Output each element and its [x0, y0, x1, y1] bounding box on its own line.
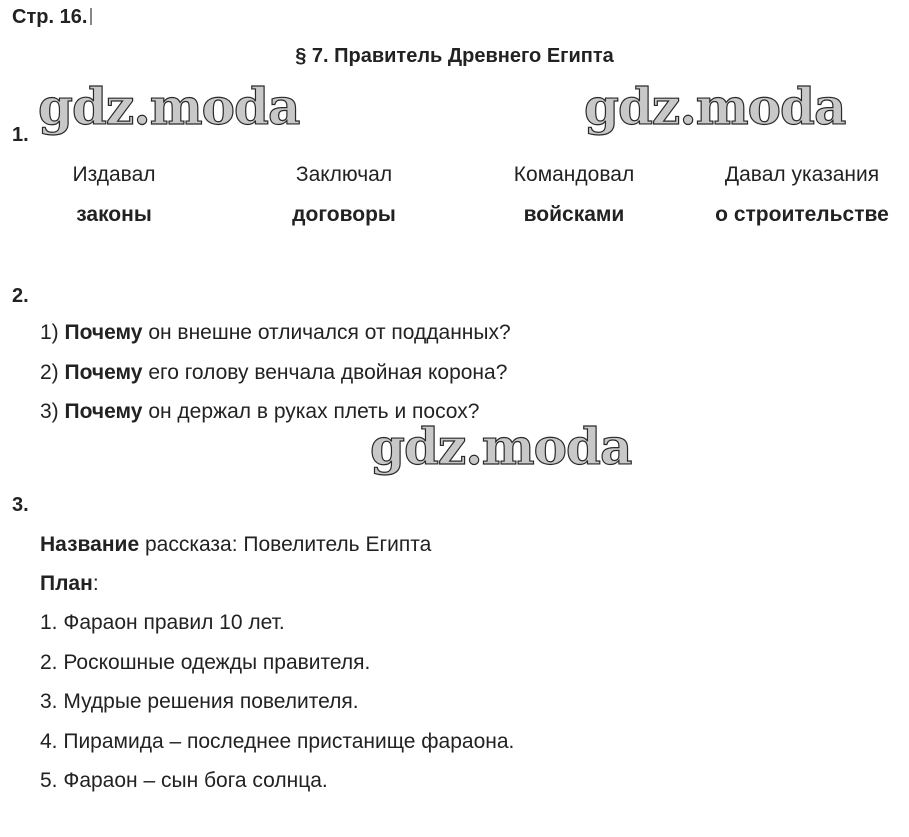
- question-number: 2): [40, 361, 59, 384]
- plan-label: План: [40, 572, 93, 595]
- question-text: его голову венчала двойная корона?: [148, 361, 508, 384]
- watermark-logo: gdz.moda: [584, 77, 846, 136]
- question-text: он внешне отличался от подданных?: [148, 321, 511, 344]
- plan-colon: :: [92, 572, 99, 595]
- story-title-text: рассказа: Повелитель Египта: [144, 533, 432, 556]
- plan-item: 3. Мудрые решения повелителя.: [40, 690, 359, 713]
- task-1-object: войсками: [523, 203, 625, 226]
- task-1-verb: Давал указания: [724, 163, 880, 186]
- task-2-number: 2.: [12, 285, 29, 307]
- question-number: 1): [40, 321, 59, 344]
- watermark-logo: gdz.moda: [370, 417, 632, 476]
- question-keyword: Почему: [64, 321, 143, 344]
- task-1-object: законы: [76, 203, 152, 226]
- question-keyword: Почему: [64, 361, 143, 384]
- page-label-text: Стр. 16.: [12, 6, 88, 28]
- page-label: [12, 6, 92, 29]
- task-1-verb: Издавал: [72, 163, 156, 186]
- story-title-line: [40, 533, 431, 557]
- story-title-label: Название: [40, 533, 140, 556]
- question-line: [40, 361, 507, 385]
- plan-heading: [40, 572, 99, 596]
- plan-item: 5. Фараон – сын бога солнца.: [40, 769, 328, 792]
- question-keyword: Почему: [64, 400, 143, 423]
- task-1-verb: Заключал: [295, 163, 393, 186]
- task-1-verb: Командовал: [513, 163, 635, 186]
- task-1-object: о строительстве: [715, 203, 889, 226]
- task-1-object: договоры: [292, 203, 396, 226]
- section-title: § 7. Правитель Древнего Египта: [295, 45, 614, 67]
- question-number: 3): [40, 400, 59, 423]
- question-line: [40, 321, 511, 345]
- task-1-number: 1.: [12, 124, 29, 146]
- text-cursor-icon: [90, 8, 92, 25]
- plan-item: 1. Фараон правил 10 лет.: [40, 611, 285, 634]
- watermark-logo: gdz.moda: [38, 77, 300, 136]
- question-line: [40, 400, 479, 424]
- task-3-number: 3.: [12, 494, 29, 516]
- question-text: он держал в руках плеть и посох?: [148, 400, 480, 423]
- plan-item: 2. Роскошные одежды правителя.: [40, 651, 371, 674]
- plan-item: 4. Пирамида – последнее пристанище фараона.: [40, 730, 515, 753]
